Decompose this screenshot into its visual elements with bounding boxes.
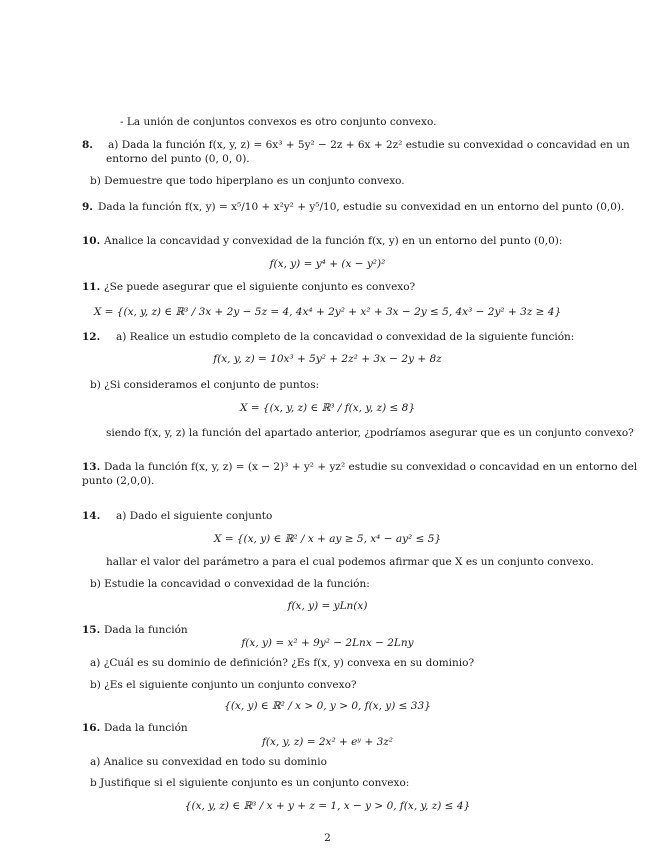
problem-15b-equation: {(x, y) ∈ ℝ² / x > 0, y > 0, f(x, y) ≤ 33} [224, 700, 431, 712]
problem-14-equation: X = {(x, y) ∈ ℝ² / x + ay ≥ 5, x⁴ − ay² ≤ 5} [213, 533, 442, 545]
problem-15b-text: b) ¿Es el siguiente conjunto un conjunto convexo? [90, 679, 357, 691]
problem-16b-equation: {(x, y, z) ∈ ℝ³ / x + y + z = 1, x − y > 0, f(x, y, z) ≤ 4} [184, 800, 471, 812]
problem-8b-text: b) Demuestre que todo hiperplano es un conjunto convexo. [90, 175, 405, 187]
problem-13-text: Dada la función f(x, y, z) = (x − 2)³ + y² + yz² estudie su convexidad o concavidad en un entorno del [104, 461, 638, 473]
problem-14a-text-cont: hallar el valor del parámetro a para el cual podemos afirmar que X es un conjunto convexo. [106, 556, 594, 568]
problem-12b-text: b) ¿Si consideramos el conjunto de puntos: [90, 379, 320, 391]
problem-12-number: 12. [82, 331, 101, 343]
problem-13-number: 13. [82, 461, 101, 473]
problem-16-number: 16. [82, 722, 101, 734]
problem-16a-text: a) Analice su convexidad en todo su dominio [90, 756, 327, 768]
problem-9-text: Dada la función f(x, y) = x⁵/10 + x²y² + y⁵/10, estudie su convexidad en un entorno del punto (0,0). [98, 201, 625, 213]
problem-9-number: 9. [82, 201, 93, 213]
page-number: 2 [324, 832, 331, 844]
problem-12b-text-cont: siendo f(x, y, z) la función del apartado anterior, ¿podríamos asegurar que es un conjunto convexo? [106, 427, 634, 439]
problem-11-number: 11. [82, 281, 101, 293]
problem-15a-text: a) ¿Cuál es su dominio de definición? ¿Es f(x, y) convexa en su dominio? [90, 657, 475, 669]
problem-10-text: Analice la concavidad y convexidad de la función f(x, y) en un entorno del punto (0,0): [104, 235, 563, 247]
problem-10-number: 10. [82, 235, 101, 247]
problem-15-equation: f(x, y) = x² + 9y² − 2Lnx − 2Lny [241, 637, 414, 649]
problem-14a-text: a) Dado el siguiente conjunto [116, 510, 273, 522]
problem-16-text: Dada la función [104, 722, 188, 734]
problem-10-equation: f(x, y) = y⁴ + (x − y²)² [269, 258, 386, 270]
problem-8-number: 8. [82, 139, 93, 151]
problem-8a-text: a) Dada la función f(x, y, z) = 6x³ + 5y² − 2z + 6x + 2z² estudie su convexidad o concavidad en un [108, 139, 630, 151]
problem-15-number: 15. [82, 624, 101, 636]
problem-12a-text: a) Realice un estudio completo de la concavidad o convexidad de la siguiente función: [116, 331, 575, 343]
problem-16b-text: b Justifique si el siguiente conjunto es un conjunto convexo: [90, 777, 410, 789]
problem-13-text-cont: punto (2,0,0). [82, 475, 155, 487]
problem-11-equation: X = {(x, y, z) ∈ ℝ³ / 3x + 2y − 5z = 4, 4x⁴ + 2y² + x² + 3x − 2y ≤ 5, 4x³ − 2y² + 3z ≥ 4} [93, 306, 562, 318]
problem-14-number: 14. [82, 510, 101, 522]
problem-11-text: ¿Se puede asegurar que el siguiente conjunto es convexo? [104, 281, 416, 293]
problem-14b-equation: f(x, y) = yLn(x) [287, 600, 368, 612]
problem-16-equation: f(x, y, z) = 2x² + eʸ + 3z² [261, 736, 394, 748]
problem-12-equation: f(x, y, z) = 10x³ + 5y² + 2z² + 3x − 2y + 8z [213, 353, 442, 365]
bullet-line: - La unión de conjuntos convexos es otro conjunto convexo. [120, 116, 437, 128]
problem-12b-equation: X = {(x, y, z) ∈ ℝ³ / f(x, y, z) ≤ 8} [239, 402, 415, 414]
problem-8a-text-cont: entorno del punto (0, 0, 0). [106, 153, 250, 165]
problem-15-text: Dada la función [104, 624, 188, 636]
problem-14b-text: b) Estudie la concavidad o convexidad de la función: [90, 578, 370, 590]
